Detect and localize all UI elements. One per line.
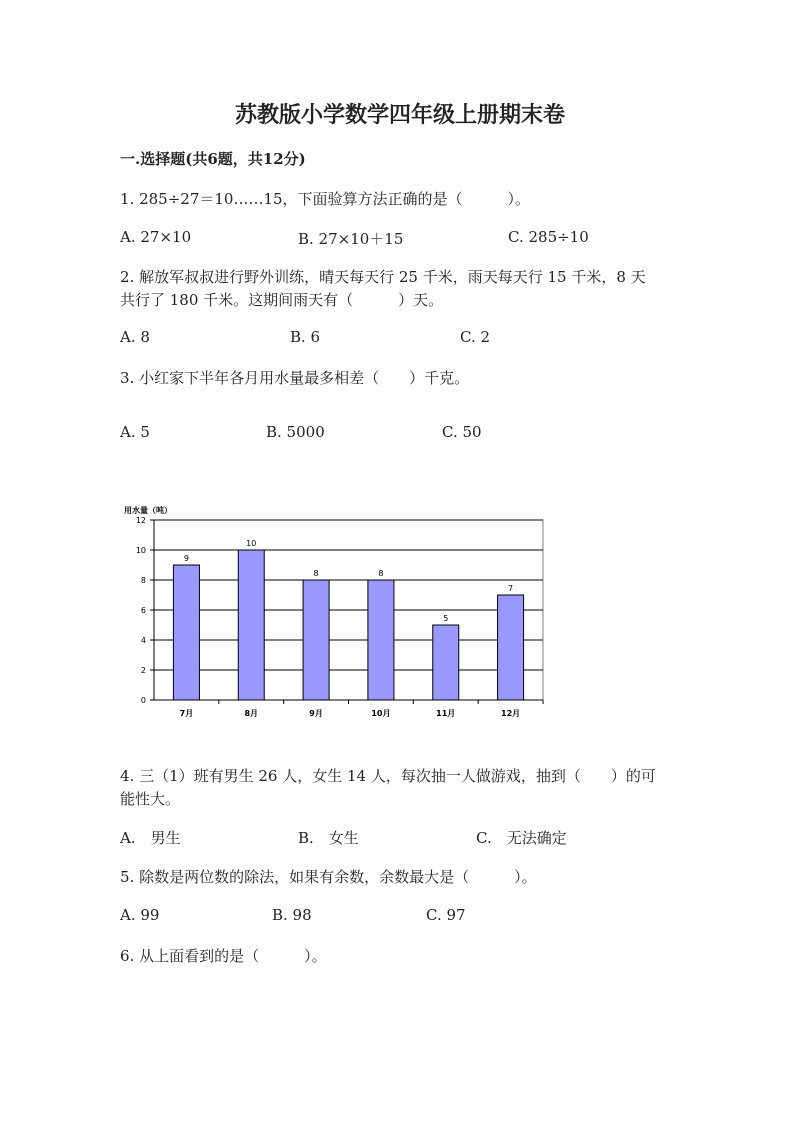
chart-data-label: 8 xyxy=(313,569,319,578)
q1-option-a[interactable]: A. 27×10 xyxy=(120,228,192,246)
q5-option-c[interactable]: C. 97 xyxy=(426,906,466,924)
question-4-line-2: 能性大。 xyxy=(120,790,181,808)
chart-y-tick-label: 8 xyxy=(140,576,146,585)
q4-option-a[interactable]: A. 男生 xyxy=(120,829,181,847)
chart-bar xyxy=(238,550,264,700)
chart-bar xyxy=(303,580,329,700)
section-heading: 一.选择题(共6题，共12分) xyxy=(120,150,306,168)
q2-option-c[interactable]: C. 2 xyxy=(460,328,491,346)
chart-y-axis-label: 用水量（吨） xyxy=(124,506,172,515)
q3-option-b[interactable]: B. 5000 xyxy=(266,423,325,441)
q3-option-c[interactable]: C. 50 xyxy=(442,423,482,441)
q2-option-a[interactable]: A. 8 xyxy=(120,328,150,346)
chart-bar xyxy=(433,625,459,700)
q4-option-b[interactable]: B. 女生 xyxy=(298,829,359,847)
page-title: 苏教版小学数学四年级上册期末卷 xyxy=(234,102,565,128)
q1-option-b[interactable]: B. 27×10＋15 xyxy=(298,230,404,248)
chart-x-tick-label: 9月 xyxy=(309,709,323,718)
chart-bar xyxy=(173,565,199,700)
chart-bar xyxy=(368,580,394,700)
chart-bar xyxy=(498,595,524,700)
chart-data-label: 10 xyxy=(246,539,257,548)
chart-y-tick-label: 6 xyxy=(140,606,146,615)
question-2-line-2: 共行了 180 千米。这期间雨天有（ ）天。 xyxy=(120,291,444,309)
q1-option-c[interactable]: C. 285÷10 xyxy=(508,228,589,246)
chart-x-tick-label: 8月 xyxy=(244,709,259,718)
chart-x-tick-label: 12月 xyxy=(501,709,521,718)
chart-data-label: 9 xyxy=(183,554,189,563)
chart-y-tick-label: 2 xyxy=(140,666,146,675)
question-1: 1. 285÷27＝10……15，下面验算方法正确的是（ ）。 xyxy=(120,190,531,208)
chart-x-tick-label: 11月 xyxy=(436,709,456,718)
chart-y-tick-label: 4 xyxy=(140,636,146,645)
question-4-line-1: 4. 三（1）班有男生 26 人，女生 14 人，每次抽一人做游戏，抽到（ ）的可 xyxy=(120,767,656,785)
q5-option-b[interactable]: B. 98 xyxy=(272,906,312,924)
question-6: 6. 从上面看到的是（ ）。 xyxy=(120,947,327,965)
question-2-line-1: 2. 解放军叔叔进行野外训练，晴天每天行 25 千米，雨天每天行 15 千米，8 天 xyxy=(120,268,646,286)
q3-option-a[interactable]: A. 5 xyxy=(120,423,150,441)
chart-y-tick-label: 0 xyxy=(140,696,146,705)
q4-option-c[interactable]: C. 无法确定 xyxy=(476,829,567,847)
chart-x-tick-label: 7月 xyxy=(179,709,194,718)
chart-data-label: 5 xyxy=(443,614,449,623)
water-usage-bar-chart xyxy=(120,500,560,725)
question-5: 5. 除数是两位数的除法，如果有余数，余数最大是（ ）。 xyxy=(120,868,537,886)
chart-y-tick-label: 10 xyxy=(135,546,146,555)
chart-data-label: 7 xyxy=(508,584,514,593)
question-3: 3. 小红家下半年各月用水量最多相差（ ）千克。 xyxy=(120,369,470,387)
chart-y-tick-label: 12 xyxy=(135,516,146,525)
chart-x-tick-label: 10月 xyxy=(371,709,391,718)
q5-option-a[interactable]: A. 99 xyxy=(120,906,160,924)
chart-data-label: 8 xyxy=(378,569,384,578)
q2-option-b[interactable]: B. 6 xyxy=(290,328,321,346)
